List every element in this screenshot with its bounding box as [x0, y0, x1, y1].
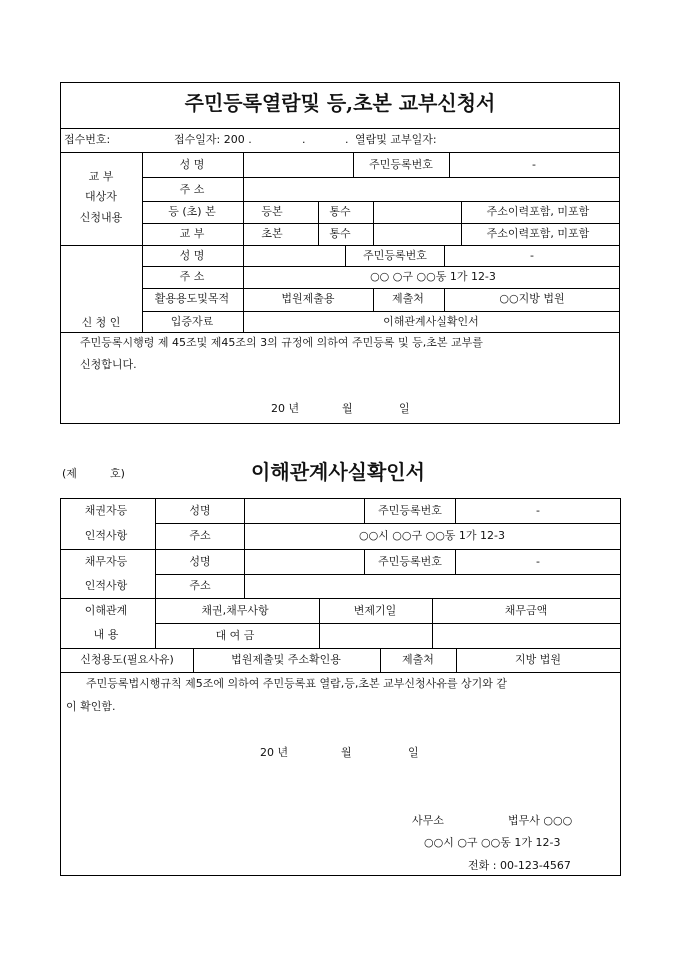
subject-label: 대상자 — [85, 190, 117, 203]
office-address: ○○시 ○구 ○○동 1가 12-3 — [424, 836, 561, 849]
issue-label: 교 부 — [179, 227, 205, 240]
form2-title: 이해관계사실확인서 — [251, 460, 425, 484]
rule — [60, 332, 620, 333]
rule — [455, 549, 456, 574]
receipt-date-label: 접수일자: 200 . — [174, 133, 252, 146]
creditor-label: 인적사항 — [84, 529, 128, 542]
subject-label: 교 부 — [88, 170, 114, 183]
applicant-address-value: ○○ ○구 ○○동 1가 12-3 — [370, 270, 496, 283]
date-day: 일 — [399, 402, 410, 415]
creditor-name-label: 성명 — [189, 504, 211, 517]
due-date-header: 변제기일 — [353, 604, 397, 617]
rule — [444, 288, 445, 311]
receipt-date-dot: . — [345, 133, 349, 146]
rule — [142, 201, 620, 202]
address-history-option: 주소이력포함, 미포함 — [486, 227, 590, 240]
rule — [243, 152, 244, 245]
statement-text: 신청합니다. — [80, 358, 137, 371]
date-year: 20 년 — [271, 402, 300, 415]
rule — [60, 152, 620, 153]
rrn-value: - — [532, 158, 536, 171]
rule — [142, 177, 620, 178]
date-month: 월 — [341, 746, 352, 759]
rule — [142, 288, 620, 289]
statement-text: 이 확인함. — [66, 700, 116, 713]
rule — [373, 288, 374, 311]
purpose-label: 신청용도(필요사유) — [80, 653, 174, 666]
submit-to-value: 지방 법원 — [514, 653, 562, 666]
rule — [142, 152, 143, 332]
date-year: 20 년 — [260, 746, 289, 759]
copy-type-label: 등 (초) 본 — [168, 205, 216, 218]
debtor-name-label: 성명 — [189, 555, 211, 568]
rule — [155, 498, 156, 648]
number-prefix: (제 — [62, 467, 77, 480]
count-label: 통수 — [329, 227, 351, 240]
form1-border — [60, 82, 620, 424]
rule — [60, 245, 620, 246]
rule — [461, 201, 462, 245]
address-history-option: 주소이력포함, 미포함 — [486, 205, 590, 218]
evidence-label: 입증자료 — [170, 315, 214, 328]
submit-to-value: ○○지방 법원 — [499, 292, 565, 305]
rule — [364, 549, 365, 574]
rule — [373, 201, 374, 245]
applicant-rrn-value: - — [530, 249, 534, 262]
claim-header: 채권,채무사항 — [201, 604, 269, 617]
receipt-number-label: 접수번호: — [64, 133, 111, 146]
rule — [353, 152, 354, 177]
subject-label: 신청내용 — [79, 211, 123, 224]
rule — [244, 498, 245, 598]
purpose-value: 법원제출용 — [281, 292, 335, 305]
rule — [60, 648, 621, 649]
creditor-label: 채권자등 — [84, 504, 128, 517]
rule — [155, 623, 621, 624]
debtor-label: 채무자등 — [84, 555, 128, 568]
rule — [60, 598, 621, 599]
name-label: 성 명 — [179, 158, 205, 171]
applicant-address-label: 주 소 — [179, 270, 205, 283]
purpose-label: 활용용도및목적 — [154, 292, 230, 305]
submit-to-label: 제출처 — [392, 292, 424, 305]
amount-header: 채무금액 — [504, 604, 548, 617]
rule — [60, 128, 620, 129]
applicant-name-label: 성 명 — [179, 249, 205, 262]
rule — [60, 549, 621, 550]
purpose-value: 법원제출및 주소확인용 — [231, 653, 341, 666]
rrn-label: 주민등록번호 — [369, 158, 433, 171]
rule — [455, 498, 456, 523]
interest-label: 내 용 — [93, 628, 119, 641]
statement-text: 주민등록시행령 제 45조및 제45조의 3의 규정에 의하여 주민등록 및 등,초본 교부를 — [80, 336, 483, 349]
date-day: 일 — [408, 746, 419, 759]
issue-date-label: 열람및 교부일자: — [355, 133, 437, 146]
creditor-address-value: ○○시 ○○구 ○○동 1가 12-3 — [358, 529, 506, 542]
form1-title: 주민등록열람및 등,초본 교부신청서 — [184, 91, 496, 115]
applicant-label: 신 청 인 — [81, 316, 121, 329]
abstract-copy-option: 초본 — [261, 227, 283, 240]
rule — [193, 648, 194, 672]
statement-text: 주민등록법시행규칙 제5조에 의하여 주민등록표 열람,등,초본 교부신청사유를 상기와 같 — [86, 677, 508, 690]
rule — [142, 266, 620, 267]
applicant-rrn-label: 주민등록번호 — [363, 249, 427, 262]
count-label: 통수 — [329, 205, 351, 218]
rule — [449, 152, 450, 177]
interest-label: 이해관계 — [84, 604, 128, 617]
number-suffix: 호) — [110, 467, 125, 480]
rule — [345, 245, 346, 266]
creditor-address-label: 주소 — [189, 529, 211, 542]
creditor-rrn-value: - — [536, 504, 540, 517]
rule — [243, 245, 244, 332]
submit-to-label: 제출처 — [402, 653, 434, 666]
evidence-value: 이해관계사실확인서 — [383, 315, 479, 328]
rule — [142, 223, 620, 224]
debtor-label: 인적사항 — [84, 579, 128, 592]
rule — [60, 672, 621, 673]
rule — [319, 598, 320, 648]
debtor-rrn-label: 주민등록번호 — [378, 555, 442, 568]
rule — [444, 245, 445, 266]
rule — [456, 648, 457, 672]
address-label: 주 소 — [179, 183, 205, 196]
rule — [380, 648, 381, 672]
phone-number: 전화 : 00-123-4567 — [468, 859, 571, 872]
creditor-rrn-label: 주민등록번호 — [378, 504, 442, 517]
office-label: 사무소 — [412, 814, 444, 827]
rule — [364, 498, 365, 523]
rule — [155, 574, 621, 575]
rule — [432, 598, 433, 648]
date-month: 월 — [342, 402, 353, 415]
debtor-rrn-value: - — [536, 555, 540, 568]
rule — [318, 201, 319, 245]
receipt-date-dot: . — [302, 133, 306, 146]
full-copy-option: 등본 — [261, 205, 283, 218]
lawyer-name: 법무사 ○○○ — [508, 814, 573, 827]
loan-label: 대 여 금 — [215, 629, 255, 642]
debtor-address-label: 주소 — [189, 579, 211, 592]
rule — [155, 523, 621, 524]
rule — [142, 311, 620, 312]
